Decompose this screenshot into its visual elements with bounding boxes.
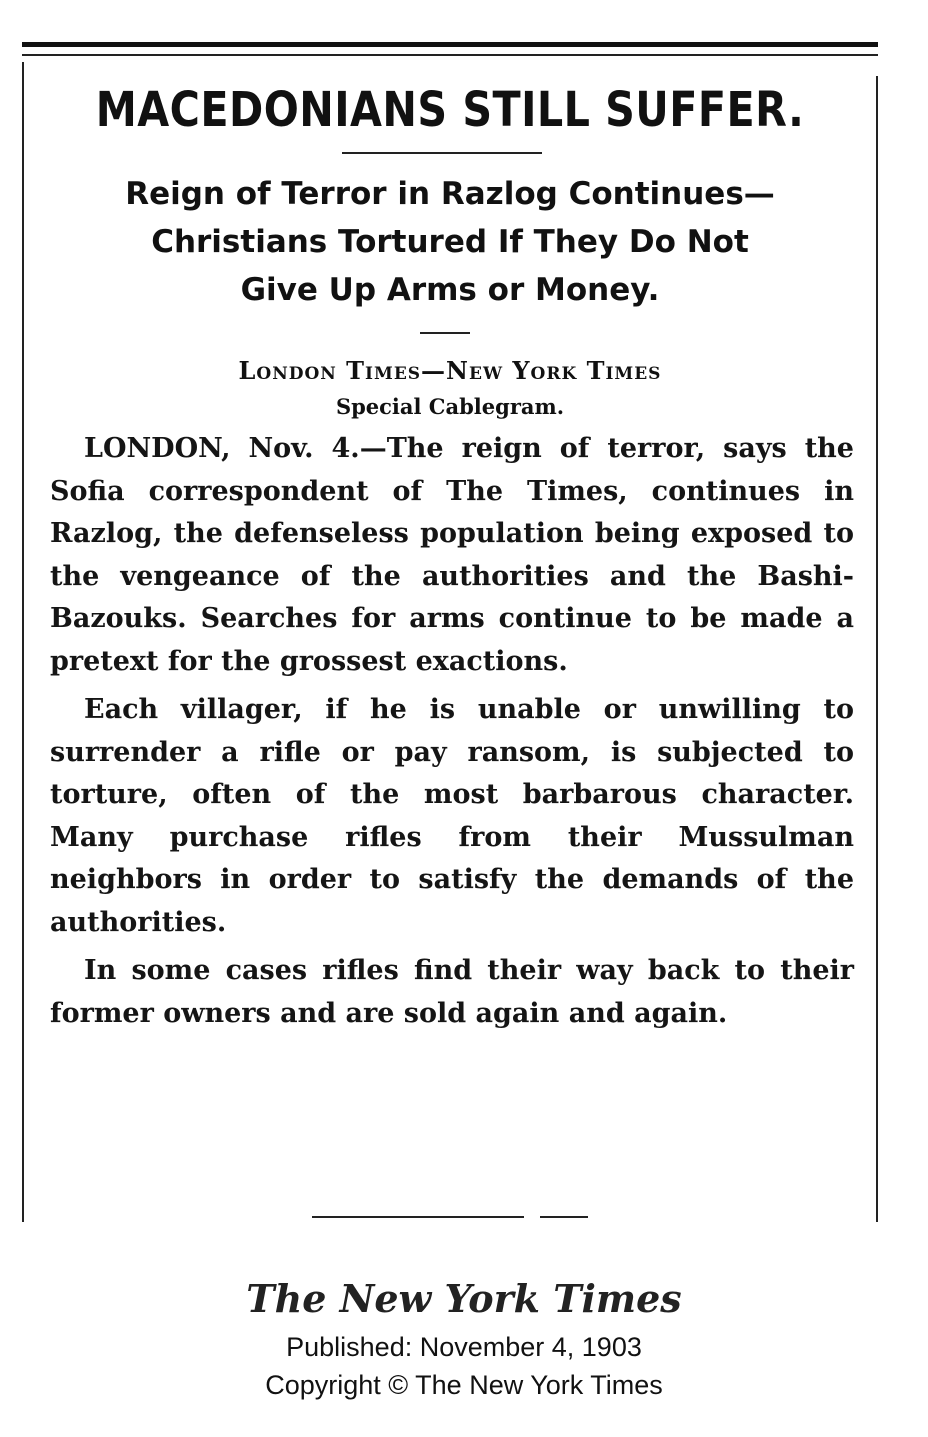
subheadline-line-1: Reign of Terror in Razlog Continues— <box>125 176 775 212</box>
end-rule-short <box>540 1216 588 1218</box>
paragraph-2: Each villager, if he is unable or unwilling to surrender a rifle or pay ransom, is subjected to torture, often of the most barbarous character. Many purchase rifles from their Mussulman neighbors in order to satisfy the demands of the authorities. <box>50 694 854 938</box>
paragraph-3: In some cases rifles find their way back to their former owners and are sold again and again. <box>50 955 854 1029</box>
copyright-notice: Copyright © The New York Times <box>265 1370 663 1400</box>
headline-divider <box>342 152 542 154</box>
nyt-masthead-logo: The New York Times <box>246 1276 682 1321</box>
agency-credit: London Times—New York Times <box>238 356 662 385</box>
headline: MACEDONIANS STILL SUFFER. <box>95 82 805 138</box>
paragraph-1: LONDON, Nov. 4.—The reign of terror, says the Sofia correspondent of The Times, continues in Razlog, the defenseless population being exposed to the vengeance of the authorities and the Bashi-Bazouks. Searches for arms continue to be made a pretext for the grossest exactions. <box>50 433 854 677</box>
published-date: Published: November 4, 1903 <box>286 1332 642 1362</box>
article-body <box>50 428 854 1041</box>
top-rule-thick <box>22 42 878 47</box>
newspaper-clipping <box>22 42 878 1224</box>
end-rule <box>312 1216 524 1218</box>
subheadline-line-2: Christians Tortured If They Do Not <box>151 224 749 260</box>
subheadline-line-3: Give Up Arms or Money. <box>240 272 660 308</box>
agency-subcredit: Special Cablegram. <box>335 394 565 419</box>
top-rule-thin <box>22 54 878 56</box>
subheadline <box>22 170 878 314</box>
subhead-divider <box>420 332 470 334</box>
